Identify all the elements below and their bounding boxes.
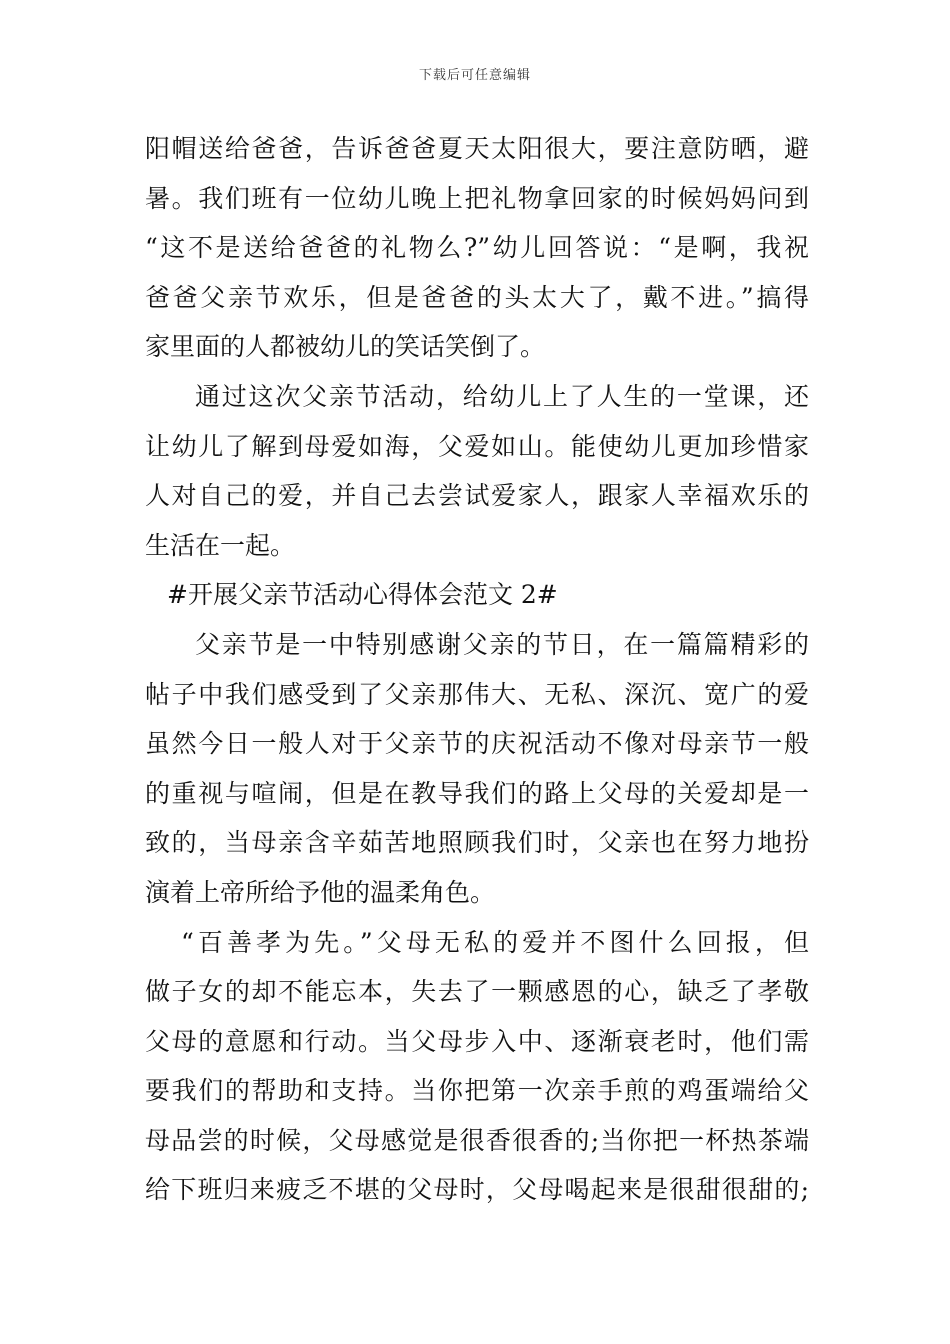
text-line: 要我们的帮助和支持。当你把第一次亲手煎的鸡蛋端给父 [145, 1076, 809, 1106]
text-line: 父母的意愿和行动。当父母步入中、逐渐衰老时，他们需 [145, 1026, 809, 1056]
text-line: 家里面的人都被幼儿的笑话笑倒了。 [145, 332, 546, 362]
text-line: 爸爸父亲节欢乐，但是爸爸的头太大了，戴不进。”搞得 [145, 282, 809, 312]
text-line: 做子女的却不能忘本，失去了一颗感恩的心，缺乏了孝敬 [145, 977, 809, 1007]
text-line: “百善孝为先。”父母无私的爱并不图什么回报，但 [181, 927, 809, 957]
text-line: 阳帽送给爸爸，告诉爸爸夏天太阳很大，要注意防晒，避 [145, 134, 809, 163]
text-line: “这不是送给爸爸的礼物么?”幼儿回答说：“是啊，我祝 [145, 233, 809, 263]
text-line: 暑。我们班有一位幼儿晚上把礼物拿回家的时候妈妈问到 [145, 183, 809, 213]
text-line: 帖子中我们感受到了父亲那伟大、无私、深沉、宽广的爱 [145, 679, 809, 709]
document-body [145, 124, 809, 1215]
text-line: 的重视与喧闹，但是在教导我们的路上父母的关爱却是一 [145, 778, 809, 808]
section-heading: #开展父亲节活动心得体会范文 2# [167, 580, 558, 610]
text-line: 演着上帝所给予他的温柔角色。 [145, 877, 496, 907]
text-line: 让幼儿了解到母爱如海，父爱如山。能使幼儿更加珍惜家 [145, 431, 809, 461]
text-line: 虽然今日一般人对于父亲节的庆祝活动不像对母亲节一般 [145, 729, 809, 759]
text-line: 生活在一起。 [145, 530, 296, 560]
text-line: 通过这次父亲节活动，给幼儿上了人生的一堂课，还 [195, 381, 809, 411]
text-line: 致的，当母亲含辛茹苦地照顾我们时，父亲也在努力地扮 [145, 828, 809, 858]
text-line: 母品尝的时候，父母感觉是很香很香的;当你把一杯热茶端 [145, 1125, 809, 1155]
text-line: 人对自己的爱，并自己去尝试爱家人，跟家人幸福欢乐的 [145, 481, 809, 511]
download-note: 下载后可任意编辑 [418, 68, 531, 83]
text-line: 给下班归来疲乏不堪的父母时，父母喝起来是很甜很甜的; [145, 1175, 809, 1205]
text-line: 父亲节是一中特别感谢父亲的节日，在一篇篇精彩的 [195, 629, 809, 659]
